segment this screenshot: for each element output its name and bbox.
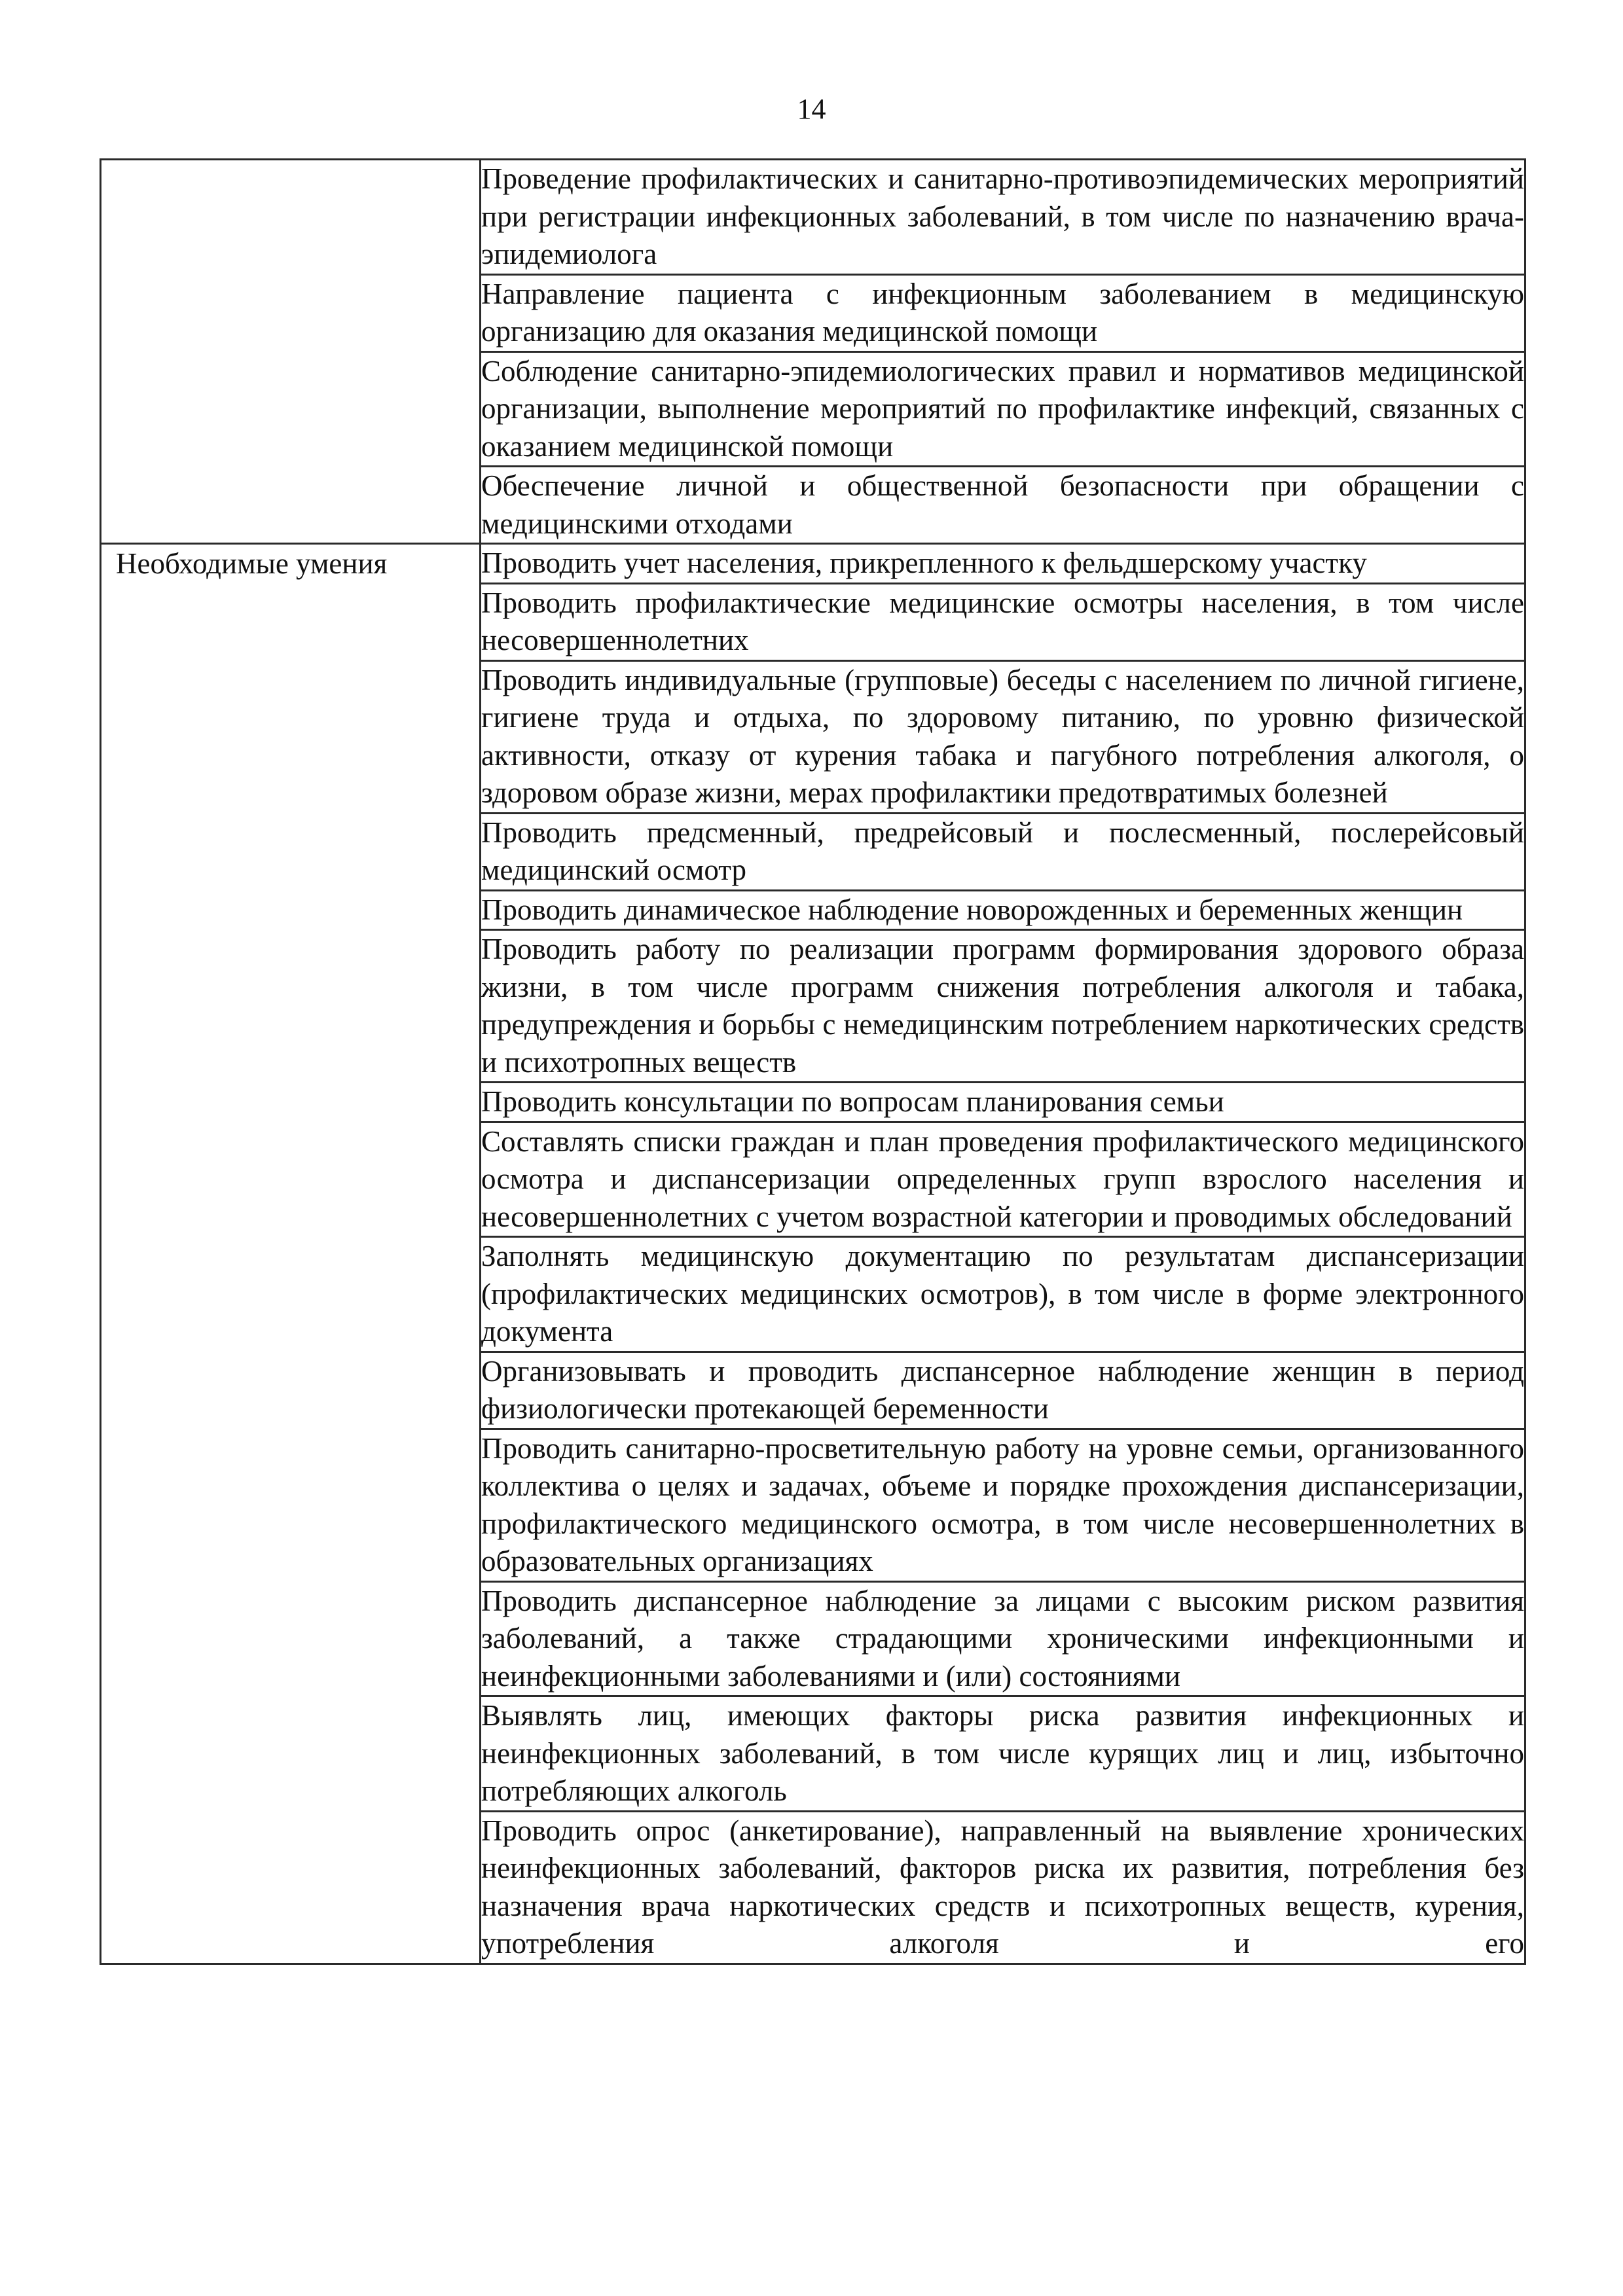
table-cell <box>481 660 1525 813</box>
row-text: Проведение профилактических и санитарно-противоэпидемических мероприятий при регистрации инфекционных заболеваний, в том числе по назначению врача-эпидемиолога <box>481 162 1524 270</box>
row-text: Выявлять лиц, имеющих факторы риска развития инфекционных и неинфекционных заболеваний, в том числе курящих лиц и лиц, избыточно потребляющих алкоголь <box>481 1699 1524 1807</box>
table-cell <box>481 930 1525 1083</box>
row-text: Проводить динамическое наблюдение новорожденных и беременных женщин <box>481 893 1463 926</box>
table-row <box>101 544 1525 584</box>
table-cell <box>481 351 1525 467</box>
row-text: Проводить диспансерное наблюдение за лицами с высоким риском развития заболеваний, а также страдающими хроническими инфекционными и неинфекционными заболеваниями и (или) состояниями <box>481 1584 1524 1693</box>
table-cell <box>481 1237 1525 1352</box>
table-row <box>101 160 1525 275</box>
row-text: Проводить профилактические медицинские осмотры населения, в том числе несовершеннолетних <box>481 586 1524 656</box>
table-cell <box>481 1083 1525 1122</box>
row-text: Организовывать и проводить диспансерное наблюдение женщин в период физиологически протекающей беременности <box>481 1354 1524 1425</box>
table-cell <box>481 1122 1525 1237</box>
row-text: Соблюдение санитарно-эпидемиологических правил и нормативов медицинской организации, выполнение мероприятий по профилактике инфекций, связанных с оказанием медицинской помощи <box>481 354 1524 463</box>
row-text: Проводить опрос (анкетирование), направленный на выявление хронических неинфекционных заболеваний, факторов риска их развития, потребления без назначения врача наркотических средств и психотропных веществ, курения, употребления алкоголя и его <box>481 1814 1524 1960</box>
row-text: Проводить индивидуальные (групповые) беседы с населением по личной гигиене, гигиене труда и отдыха, по здоровому питанию, по уровню физической активности, отказу от курения табака и пагубного потребления алкоголя, о здоровом образе жизни, мерах профилактики предотвратимых болезней <box>481 663 1524 809</box>
table-cell <box>481 1352 1525 1429</box>
table-cell <box>481 1696 1525 1812</box>
table-cell <box>481 160 1525 275</box>
row-text: Проводить консультации по вопросам планирования семьи <box>481 1085 1224 1118</box>
table-cell <box>481 467 1525 544</box>
row-text: Заполнять медицинскую документацию по результатам диспансеризации (профилактических медицинских осмотров), в том числе в форме электронного документа <box>481 1240 1524 1348</box>
row-text: Составлять списки граждан и план проведения профилактического медицинского осмотра и диспансеризации определенных групп взрослого населения и несовершеннолетних с учетом возрастной категории и проводимых обследований <box>481 1124 1524 1233</box>
table-cell <box>481 544 1525 584</box>
page-number: 14 <box>797 93 826 125</box>
table-cell <box>481 813 1525 890</box>
row-text: Обеспечение личной и общественной безопасности при обращении с медицинскими отходами <box>481 469 1524 540</box>
competency-table <box>100 158 1526 1965</box>
table-cell <box>481 274 1525 351</box>
empty-label-cell <box>101 160 481 544</box>
row-text: Проводить предсменный, предрейсовый и послесменный, послерейсовый медицинский осмотр <box>481 816 1524 886</box>
table-cell <box>481 1811 1525 1964</box>
table-cell <box>481 1581 1525 1696</box>
row-text: Проводить работу по реализации программ формирования здорового образа жизни, в том числе программ снижения потребления алкоголя и табака, предупреждения и борьбы с немедицинским потреблением наркотических средств и психотропных веществ <box>481 933 1524 1079</box>
skills-label: Необходимые умения <box>116 547 388 580</box>
table-cell <box>481 890 1525 930</box>
skills-label-cell <box>101 544 481 1964</box>
row-text: Проводить санитарно-просветительную работу на уровне семьи, организованного коллектива о целях и задачах, объеме и порядке прохождения диспансеризации, профилактического медицинского осмотра, в том числе несовершеннолетних в образовательных организациях <box>481 1431 1524 1577</box>
table-cell <box>481 583 1525 660</box>
row-text: Проводить учет населения, прикрепленного к фельдшерскому участку <box>481 547 1367 579</box>
row-text: Направление пациента с инфекционным заболеванием в медицинскую организацию для оказания медицинской помощи <box>481 277 1524 348</box>
table-cell <box>481 1429 1525 1581</box>
